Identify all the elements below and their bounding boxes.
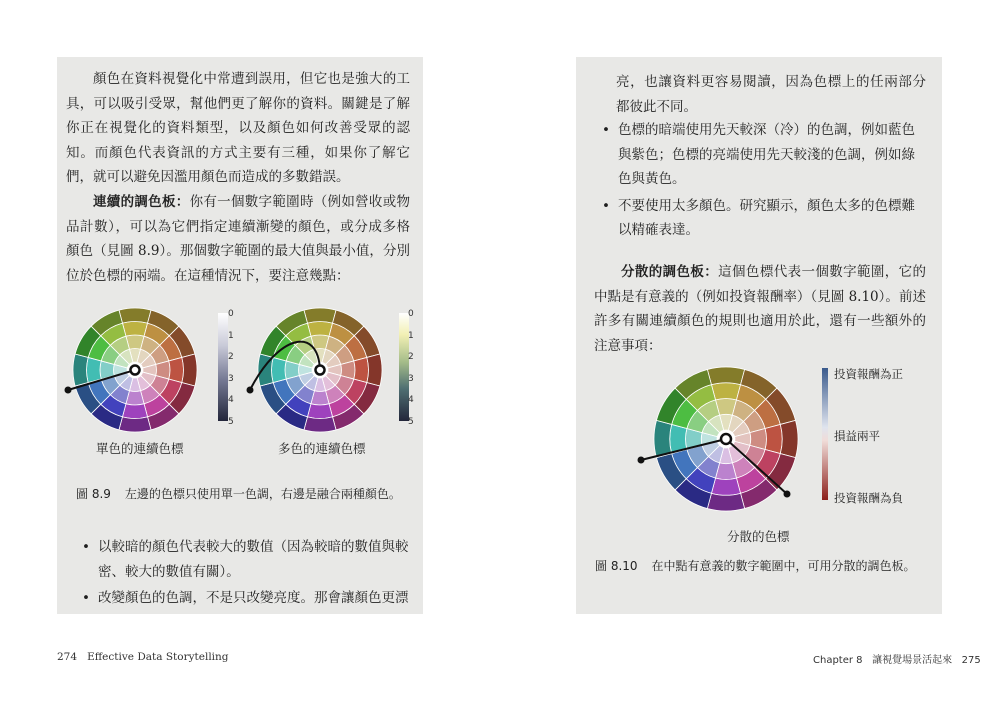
diverging-legend-bar	[822, 368, 828, 500]
right-page-number: 275	[961, 655, 981, 666]
diverging-heading: 分散的調色板：	[621, 264, 719, 280]
wheel-segment	[780, 420, 798, 457]
legend-tick-label: 1	[408, 330, 414, 341]
legend-tick-label: 1	[228, 330, 234, 341]
legend-tick-label: 5	[228, 416, 234, 427]
list-item: • 改變顏色的色調，不是只改變亮度。那會讓顏色更漂	[76, 586, 410, 611]
wheel-segment	[122, 404, 147, 419]
wheel-segment	[707, 493, 744, 511]
list-item: • 色標的暗端使用先天較深（冷）的色調，例如藍色與紫色；色標的亮端使用先天較淺的色調，例如綠色與黃色。	[596, 118, 926, 192]
wheel-segment	[367, 354, 382, 386]
chapter-label: Chapter 8	[813, 655, 863, 666]
left-bullet-list	[76, 535, 410, 613]
wheel-segment	[354, 357, 369, 382]
gradient-fill	[822, 368, 828, 500]
legend-label-negative: 投資報酬為負	[834, 491, 903, 505]
sequential-paragraph: 連續的調色板：你有一個數字範圍時（例如營收或物品計數），可以為它們指定連續漸變的顏色，或分成多格顏色（見圖 8.9）。那個數字範圍的最大值與最小值，分別位於色標的兩端。在這種情況下，要注意幾點：	[66, 194, 411, 284]
wheel-segment	[711, 383, 740, 400]
right-bullet-list	[596, 118, 926, 245]
multi-hue-color-wheel	[258, 305, 388, 435]
right-footer	[813, 651, 981, 666]
wheel-segment	[87, 357, 102, 382]
intro-paragraph: 顏色在資料視覺化中常遭到誤用，但它也是強大的工具，可以吸引受眾，幫他們更了解你的資料。關鍵是了解你正在視覺化的資料類型，以及顏色如何改善受眾的認知。而顏色代表資訊的方式主要有三種，如果你了解它們，就可以避免因濫用顏色而造成的多數錯誤。	[66, 71, 410, 186]
diverging-paragraph: 分散的調色板：這個色標代表一個數字範圍，它的中點是有意義的（例如投資報酬率）（見圖 8.10）。前述許多有關連續顏色的規則也適用於此，還有一些額外的注意事項：	[594, 264, 927, 354]
wheel-segment	[119, 308, 151, 323]
legend-label-positive: 投資報酬為正	[834, 367, 903, 381]
wheel-segment	[307, 404, 332, 419]
wheel-segment	[122, 322, 147, 337]
legend-tick-label: 2	[408, 352, 414, 362]
wheel-segment	[182, 354, 197, 386]
figure-8-10-caption: 圖 8.10 在中點有意義的數字範圍中，可用分散的調色板。	[595, 559, 916, 573]
wheel-segment	[169, 357, 184, 382]
scale-center-marker	[316, 366, 325, 375]
figure-8-9-caption: 圖 8.9 左邊的色標只使用單一色調，右邊是融合兩種顏色。	[76, 487, 401, 501]
continuation-paragraph: 亮，也讓資料更容易閱讀，因為色標上的任兩部分都彼此不同。	[616, 74, 926, 115]
wheel-segment	[73, 354, 88, 386]
gradient-fill	[218, 313, 228, 421]
chapter-title: 讓視覺場景活起來	[872, 655, 953, 666]
diverging-color-wheel	[651, 364, 801, 514]
scale-center-marker	[131, 366, 140, 375]
figure-number: 圖 8.10	[595, 559, 638, 573]
legend-tick-label: 4	[408, 395, 414, 405]
wheel-segment	[654, 420, 672, 457]
legend-tick-label: 2	[228, 352, 234, 362]
wheel-segment	[304, 308, 336, 323]
sequential-heading: 連續的調色板：	[93, 194, 190, 210]
list-item: • 以較暗的顏色代表較大的數值（因為較暗的數值與較密、較大的數值有關）。	[76, 535, 410, 584]
left-page-number: 274	[57, 651, 78, 663]
legend-tick-label: 3	[228, 373, 234, 384]
diverging-label: 分散的色標	[727, 529, 790, 544]
figure-number: 圖 8.9	[76, 487, 111, 501]
single-hue-legend-bar	[218, 313, 228, 421]
scale-pointer-dot	[65, 387, 72, 394]
scale-curve-dot	[247, 387, 254, 394]
book-title: Effective Data Storytelling	[87, 651, 229, 663]
wheel-segment	[119, 417, 151, 432]
legend-label-breakeven: 損益兩平	[834, 429, 880, 443]
diverging-center-marker	[721, 434, 731, 444]
multi-hue-label: 多色的連續色標	[278, 441, 366, 456]
wheel-segment	[307, 322, 332, 337]
single-hue-label: 單色的連續色標	[96, 441, 184, 456]
wheel-segment	[765, 424, 782, 453]
legend-tick-label: 4	[228, 395, 234, 405]
diverging-dot-right	[784, 491, 791, 498]
legend-tick-label: 0	[408, 309, 414, 319]
list-item: • 不要使用太多顏色。研究顯示，顏色太多的色標難以精確表達。	[596, 194, 926, 243]
diverging-dot-left	[638, 457, 645, 464]
legend-tick-label: 0	[228, 309, 234, 319]
wheel-segment	[707, 367, 744, 385]
wheel-segment	[711, 478, 740, 495]
legend-tick-label: 3	[408, 373, 414, 384]
legend-tick-label: 5	[408, 416, 414, 427]
single-hue-color-wheel	[70, 305, 200, 435]
left-footer	[57, 651, 229, 663]
wheel-segment	[304, 417, 336, 432]
wheel-segment	[272, 357, 287, 382]
